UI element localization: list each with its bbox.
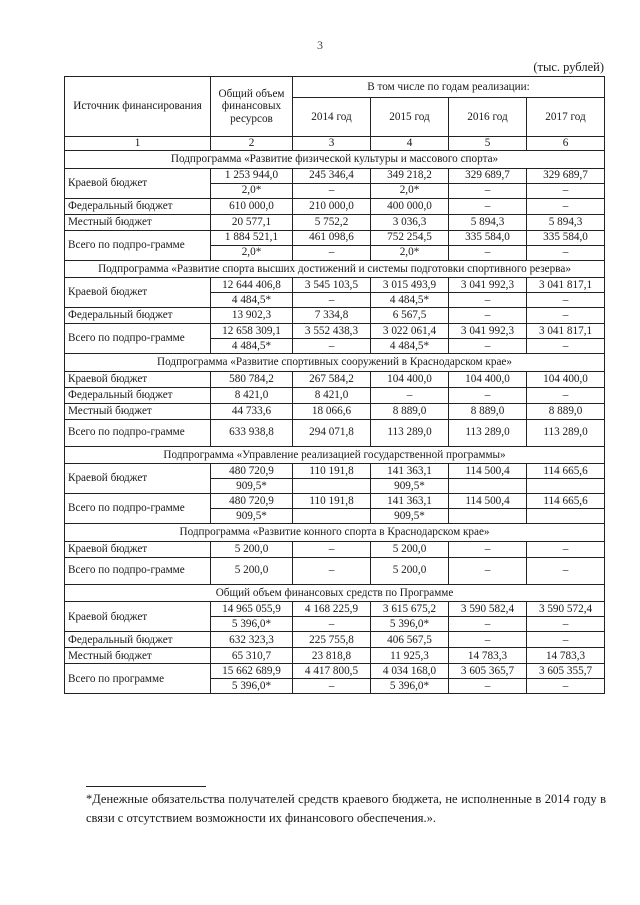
section-title: Общий объем финансовых средств по Программе — [65, 584, 605, 602]
value-cell: – — [527, 198, 605, 214]
value-cell: 3 036,3 — [371, 214, 449, 230]
source-label: Краевой бюджет — [65, 371, 211, 387]
value-cell: 13 902,3 — [211, 308, 293, 324]
value-cell: 113 289,0 — [371, 419, 449, 446]
value-cell: 5 396,0* — [371, 617, 449, 632]
table-row — [65, 602, 605, 617]
value-cell: 5 200,0 — [211, 557, 293, 584]
source-label: Местный бюджет — [65, 403, 211, 419]
section-title: Подпрограмма «Развитие спорта высших достижений и системы подготовки спортивного резерва» — [65, 260, 605, 278]
value-cell: 3 041 992,3 — [449, 324, 527, 339]
table-row — [65, 324, 605, 339]
value-cell: – — [449, 557, 527, 584]
value-cell: 5 894,3 — [527, 214, 605, 230]
value-cell: 210 000,0 — [293, 198, 371, 214]
source-label: Всего по подпро-грамме — [65, 494, 211, 524]
value-cell: 400 000,0 — [371, 198, 449, 214]
table-row — [65, 168, 605, 183]
header-year-2014: 2014 год — [293, 98, 371, 137]
value-cell: – — [527, 632, 605, 648]
value-cell: 23 818,8 — [293, 648, 371, 664]
section-title-row — [65, 584, 605, 602]
value-cell: 3 041 992,3 — [449, 278, 527, 293]
column-number: 6 — [527, 137, 605, 151]
column-number: 5 — [449, 137, 527, 151]
value-cell: 909,5* — [371, 479, 449, 494]
value-cell: 114 665,6 — [527, 494, 605, 509]
value-cell: 4 484,5* — [211, 293, 293, 308]
source-label: Краевой бюджет — [65, 464, 211, 494]
header-source: Источник финансирования — [65, 77, 211, 137]
value-cell: 4 484,5* — [371, 293, 449, 308]
value-cell: 44 733,6 — [211, 403, 293, 419]
value-cell: – — [449, 387, 527, 403]
source-label: Федеральный бюджет — [65, 387, 211, 403]
value-cell: 6 567,5 — [371, 308, 449, 324]
value-cell: 294 071,8 — [293, 419, 371, 446]
value-cell: – — [449, 308, 527, 324]
value-cell: 114 665,6 — [527, 464, 605, 479]
value-cell: 114 500,4 — [449, 494, 527, 509]
value-cell: 1 884 521,1 — [211, 230, 293, 245]
value-cell: 4 484,5* — [211, 339, 293, 354]
value-cell — [449, 509, 527, 524]
value-cell: – — [293, 617, 371, 632]
table-row — [65, 198, 605, 214]
value-cell: 8 421,0 — [293, 387, 371, 403]
column-number: 4 — [371, 137, 449, 151]
value-cell: – — [371, 387, 449, 403]
source-label: Краевой бюджет — [65, 602, 211, 632]
source-label: Краевой бюджет — [65, 541, 211, 557]
value-cell: 909,5* — [371, 509, 449, 524]
value-cell: 104 400,0 — [371, 371, 449, 387]
source-label: Всего по подпро-грамме — [65, 230, 211, 260]
value-cell: 225 755,8 — [293, 632, 371, 648]
value-cell: 18 066,6 — [293, 403, 371, 419]
value-cell: 3 022 061,4 — [371, 324, 449, 339]
value-cell: 141 363,1 — [371, 464, 449, 479]
value-cell: – — [527, 617, 605, 632]
unit-label: (тыс. рублей) — [533, 60, 604, 74]
value-cell: 2,0* — [211, 183, 293, 198]
table-row — [65, 387, 605, 403]
financing-table — [64, 76, 605, 694]
value-cell: 110 191,8 — [293, 464, 371, 479]
source-label: Всего по подпро-грамме — [65, 557, 211, 584]
source-label: Местный бюджет — [65, 648, 211, 664]
source-label: Федеральный бюджет — [65, 632, 211, 648]
source-label: Всего по подпро-грамме — [65, 419, 211, 446]
table-header — [65, 77, 605, 151]
table-body — [65, 151, 605, 694]
value-cell: 5 752,2 — [293, 214, 371, 230]
value-cell: 909,5* — [211, 509, 293, 524]
table-row — [65, 230, 605, 245]
value-cell: 5 894,3 — [449, 214, 527, 230]
value-cell: 3 605 365,7 — [449, 664, 527, 679]
value-cell: 113 289,0 — [449, 419, 527, 446]
section-title: Подпрограмма «Управление реализацией государственной программы» — [65, 446, 605, 464]
value-cell: – — [449, 541, 527, 557]
value-cell: 480 720,9 — [211, 464, 293, 479]
value-cell: 3 590 582,4 — [449, 602, 527, 617]
value-cell: 5 396,0* — [211, 617, 293, 632]
value-cell: – — [449, 632, 527, 648]
table-row — [65, 403, 605, 419]
header-year-2015: 2015 год — [371, 98, 449, 137]
value-cell: 406 567,5 — [371, 632, 449, 648]
value-cell: 909,5* — [211, 479, 293, 494]
value-cell: 3 545 103,5 — [293, 278, 371, 293]
value-cell: 329 689,7 — [449, 168, 527, 183]
value-cell: 113 289,0 — [527, 419, 605, 446]
table-row — [65, 278, 605, 293]
header-year-2017: 2017 год — [527, 98, 605, 137]
value-cell: 329 689,7 — [527, 168, 605, 183]
header-by-years: В том числе по годам реализации: — [293, 77, 605, 98]
source-label: Федеральный бюджет — [65, 198, 211, 214]
value-cell: – — [449, 617, 527, 632]
value-cell: 2,0* — [211, 245, 293, 260]
value-cell: – — [449, 183, 527, 198]
value-cell: 20 577,1 — [211, 214, 293, 230]
value-cell: 4 484,5* — [371, 339, 449, 354]
value-cell: 480 720,9 — [211, 494, 293, 509]
value-cell: 3 615 675,2 — [371, 602, 449, 617]
value-cell: – — [527, 293, 605, 308]
section-title-row — [65, 524, 605, 542]
value-cell — [293, 479, 371, 494]
value-cell: 114 500,4 — [449, 464, 527, 479]
value-cell: 335 584,0 — [527, 230, 605, 245]
footnote: *Денежные обязательства получателей средств краевого бюджета, не исполненные в 2014 году в связи с отсутствием возможности их финансового обеспечения.». — [86, 792, 606, 825]
value-cell: – — [293, 183, 371, 198]
value-cell: – — [527, 387, 605, 403]
value-cell: 1 253 944,0 — [211, 168, 293, 183]
source-label: Краевой бюджет — [65, 278, 211, 308]
value-cell: 14 965 055,9 — [211, 602, 293, 617]
value-cell: 3 015 493,9 — [371, 278, 449, 293]
value-cell: 4 168 225,9 — [293, 602, 371, 617]
value-cell: 8 421,0 — [211, 387, 293, 403]
value-cell: – — [527, 339, 605, 354]
section-title-row — [65, 446, 605, 464]
value-cell: 12 644 406,8 — [211, 278, 293, 293]
value-cell: 3 041 817,1 — [527, 324, 605, 339]
section-title-row — [65, 354, 605, 372]
section-title: Подпрограмма «Развитие конного спорта в Краснодарском крае» — [65, 524, 605, 542]
value-cell: – — [449, 198, 527, 214]
section-title: Подпрограмма «Развитие физической культуры и массового спорта» — [65, 151, 605, 169]
value-cell: – — [293, 557, 371, 584]
table-row — [65, 308, 605, 324]
value-cell: – — [449, 245, 527, 260]
table-row — [65, 557, 605, 584]
value-cell: 752 254,5 — [371, 230, 449, 245]
value-cell: – — [527, 245, 605, 260]
value-cell: 8 889,0 — [449, 403, 527, 419]
value-cell: 5 200,0 — [371, 557, 449, 584]
value-cell — [527, 479, 605, 494]
value-cell: 14 783,3 — [527, 648, 605, 664]
column-number: 1 — [65, 137, 211, 151]
column-number: 3 — [293, 137, 371, 151]
value-cell: 245 346,4 — [293, 168, 371, 183]
value-cell — [449, 479, 527, 494]
section-title-row — [65, 260, 605, 278]
table-row — [65, 648, 605, 664]
table-row — [65, 494, 605, 509]
value-cell: 4 034 168,0 — [371, 664, 449, 679]
column-number: 2 — [211, 137, 293, 151]
value-cell: 5 200,0 — [211, 541, 293, 557]
table-row — [65, 664, 605, 679]
value-cell: 8 889,0 — [527, 403, 605, 419]
value-cell: 632 323,3 — [211, 632, 293, 648]
table-row — [65, 214, 605, 230]
value-cell: 3 041 817,1 — [527, 278, 605, 293]
value-cell: 2,0* — [371, 183, 449, 198]
value-cell: – — [449, 339, 527, 354]
value-cell: 5 396,0* — [211, 679, 293, 694]
value-cell: 8 889,0 — [371, 403, 449, 419]
footnote-divider — [86, 786, 206, 787]
value-cell: 12 658 309,1 — [211, 324, 293, 339]
value-cell: 4 417 800,5 — [293, 664, 371, 679]
value-cell: 5 396,0* — [371, 679, 449, 694]
value-cell: 15 662 689,9 — [211, 664, 293, 679]
value-cell: – — [293, 541, 371, 557]
value-cell: 3 590 572,4 — [527, 602, 605, 617]
value-cell: – — [527, 183, 605, 198]
value-cell: 110 191,8 — [293, 494, 371, 509]
value-cell: 349 218,2 — [371, 168, 449, 183]
source-label: Всего по программе — [65, 664, 211, 694]
value-cell: – — [293, 679, 371, 694]
value-cell: 461 098,6 — [293, 230, 371, 245]
page-number: 3 — [317, 38, 323, 52]
value-cell: – — [527, 557, 605, 584]
table-row — [65, 419, 605, 446]
value-cell: 104 400,0 — [527, 371, 605, 387]
table-row — [65, 371, 605, 387]
value-cell: – — [293, 293, 371, 308]
value-cell: 633 938,8 — [211, 419, 293, 446]
value-cell: 3 552 438,3 — [293, 324, 371, 339]
value-cell: – — [293, 245, 371, 260]
value-cell: 141 363,1 — [371, 494, 449, 509]
value-cell: 335 584,0 — [449, 230, 527, 245]
value-cell: 267 584,2 — [293, 371, 371, 387]
value-cell — [527, 509, 605, 524]
value-cell: – — [449, 293, 527, 308]
source-label: Краевой бюджет — [65, 168, 211, 198]
value-cell: – — [527, 679, 605, 694]
value-cell: 3 605 355,7 — [527, 664, 605, 679]
section-title-row — [65, 151, 605, 169]
table-row — [65, 464, 605, 479]
value-cell: 7 334,8 — [293, 308, 371, 324]
header-total: Общий объем финансовых ресурсов — [211, 77, 293, 137]
value-cell: 14 783,3 — [449, 648, 527, 664]
table-row — [65, 632, 605, 648]
source-label: Всего по подпро-грамме — [65, 324, 211, 354]
header-year-2016: 2016 год — [449, 98, 527, 137]
value-cell: 11 925,3 — [371, 648, 449, 664]
value-cell: – — [449, 679, 527, 694]
table-row — [65, 541, 605, 557]
value-cell: – — [527, 308, 605, 324]
value-cell: 5 200,0 — [371, 541, 449, 557]
value-cell: 2,0* — [371, 245, 449, 260]
value-cell: 104 400,0 — [449, 371, 527, 387]
value-cell: 610 000,0 — [211, 198, 293, 214]
value-cell: – — [527, 541, 605, 557]
value-cell: 65 310,7 — [211, 648, 293, 664]
source-label: Федеральный бюджет — [65, 308, 211, 324]
value-cell — [293, 509, 371, 524]
section-title: Подпрограмма «Развитие спортивных сооружений в Краснодарском крае» — [65, 354, 605, 372]
value-cell: – — [293, 339, 371, 354]
source-label: Местный бюджет — [65, 214, 211, 230]
value-cell: 580 784,2 — [211, 371, 293, 387]
